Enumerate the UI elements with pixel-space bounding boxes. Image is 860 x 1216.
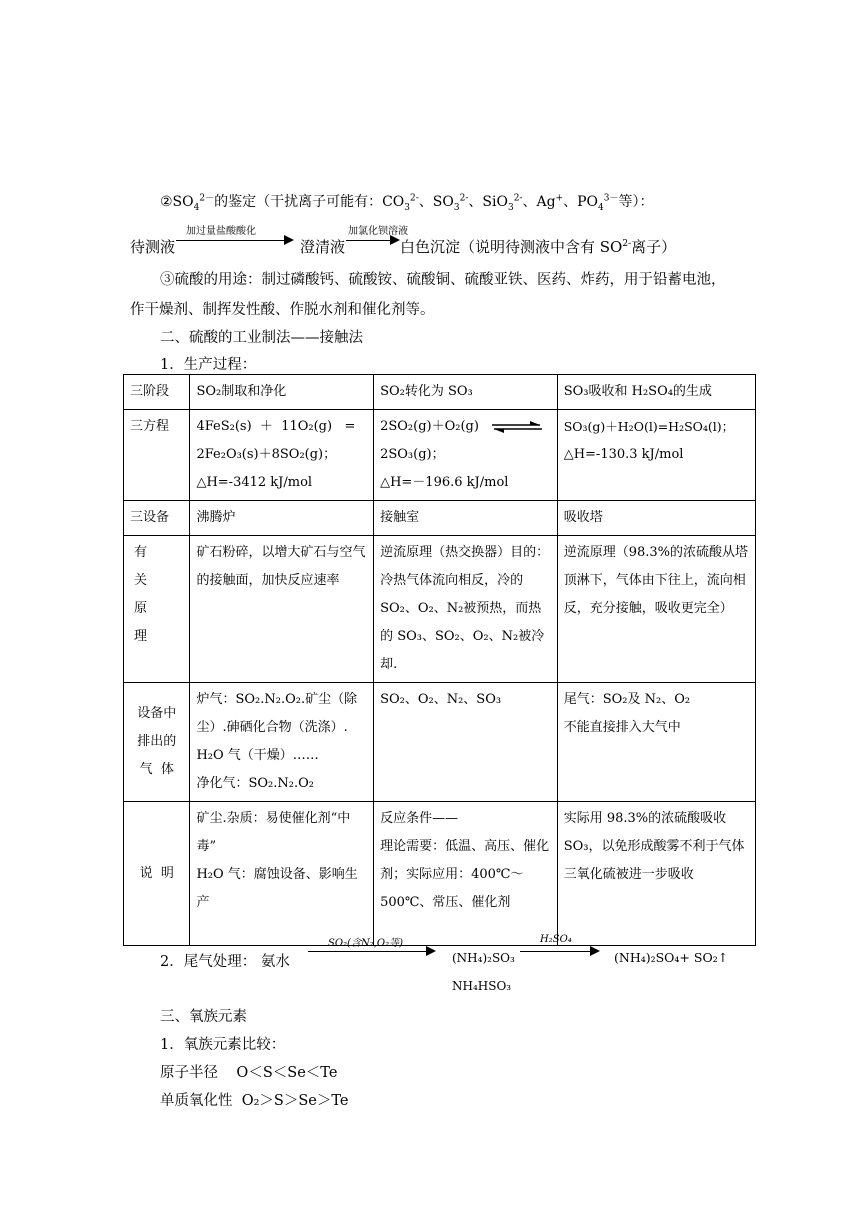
table-cell (557, 410, 755, 501)
table-cell: 说 明 (124, 802, 190, 946)
table-cell (190, 683, 374, 802)
table-cell: 三方程 (124, 410, 190, 501)
table-cell: SO₃吸收和 H₂SO₄的生成 (557, 375, 755, 410)
arrow-line (176, 240, 288, 241)
cell-line: 矿尘.杂质：易使催化剂“中毒” (196, 811, 351, 854)
table-cell: 吸收塔 (557, 501, 755, 536)
oxygen-group-compare-heading: 1．氧族元素比较： (160, 1037, 286, 1053)
cell-line: 反应条件—— (380, 811, 459, 826)
table-cell (374, 802, 558, 946)
so4-identification-line: $②SO_4^{2-}$的鉴定（干扰离子可能有：$CO_3^{2-}$、$SO_3^{2-}$、SiO$_3^{2-}$、Ag+、$PO_4^{3-}$等）： (160, 193, 654, 213)
row-label-line: 气 体 (139, 762, 174, 777)
table-cell (374, 410, 558, 501)
text-segment: 白色沉淀（说明待测液中含有 SO (400, 238, 623, 256)
sulfuric-acid-process-table (123, 374, 756, 946)
cell-line: 不能直接排入大气中 (563, 720, 681, 735)
equation-line: △H=－196.6 kJ/mol (380, 475, 509, 490)
table-cell: 三阶段 (124, 375, 190, 410)
tail-arrow-2-label: H₂SO₄ (540, 934, 572, 945)
arrow-line (346, 240, 394, 241)
arrow-line (520, 951, 594, 952)
equation-line: 2SO₃(g)； (380, 447, 445, 462)
tail-arrow-1 (308, 934, 438, 964)
equation-line: 2SO₂(g)＋O₂(g) (380, 419, 479, 434)
flow-arrow-1-label: 加过量盐酸酸化 (186, 226, 256, 237)
uses-line-2: 作干燥剂、制挥发性酸、作脱水剂和催化剂等。 (130, 302, 435, 318)
arrow-head-icon (426, 946, 436, 956)
cell-line: 净化气：SO₂.N₂.O₂ (196, 776, 314, 791)
cell-line: H₂O 气：腐蚀设备、影响生产 (196, 867, 358, 910)
oxidizing-line: 单质氧化性 O₂＞S＞Se＞Te (160, 1093, 349, 1109)
text-segment: 、SO (418, 194, 454, 210)
table-row (124, 501, 756, 536)
row-label-line: 排出的 (137, 734, 177, 749)
equation-line: SO₃(g)＋H₂O(l)=H₂SO₄(l)； (563, 419, 735, 434)
cell-line: 炉气：SO₂.N₂.O₂.矿尘（除尘）.砷硒化合物（洗涤）. (196, 692, 358, 735)
cell-line: 尾气：SO₂及 N₂、O₂ (563, 692, 691, 707)
table-row (124, 375, 756, 410)
table-cell: 逆流原理（98.3%的浓硫酸从塔顶淋下，气体由下往上，流向相反，充分接触，吸收更完全） (557, 536, 755, 683)
text-segment: 、SiO (468, 194, 508, 210)
table-row (124, 536, 756, 683)
tail-product-1b: NH₄HSO₃ (452, 979, 512, 993)
flow-arrow-2 (346, 222, 406, 252)
table-cell: 逆流原理（热交换器）目的：冷热气体流向相反，冷的 SO₂、O₂、N₂被预热，而热的 SO₃、SO₂、O₂、N₂被冷却. (374, 536, 558, 683)
vertical-label-char: 原 (134, 601, 148, 616)
table-cell: SO₂、O₂、N₂、SO₃ (374, 683, 558, 802)
flow-arrow-1 (176, 222, 296, 252)
tail-product-1: (NH₄)₂SO₃ (452, 951, 515, 965)
uses-line-1: ③硫酸的用途：制过磷酸钙、硫酸铵、硫酸铜、硫酸亚铁、医药、炸药，用于铅蓄电池， (160, 272, 726, 288)
cell-line: H₂O 气（干燥）…… (196, 748, 319, 763)
vertical-label-char: 有 (134, 545, 148, 560)
production-process-heading: 1．生产过程： (160, 357, 257, 373)
tail-gas-label: 2．尾气处理： 氨水 (160, 954, 290, 970)
text-segment: 、Ag (522, 194, 556, 210)
flow-arrow-2-label: 加氯化钡溶液 (348, 226, 408, 237)
table-cell (557, 683, 755, 802)
table-cell: 接触室 (374, 501, 558, 536)
tail-arrow-1-label: SO₂(含N₂,O₂等) (328, 938, 404, 949)
table-cell: 沸腾炉 (190, 501, 374, 536)
text-segment: 的鉴定（干扰离子可能有：CO (214, 194, 405, 210)
text-segment: 、PO (563, 194, 598, 210)
table-cell: SO₂转化为 SO₃ (374, 375, 558, 410)
table-cell (124, 683, 190, 802)
text-segment: 离子） (631, 238, 677, 256)
section-3-heading: 三、氧族元素 (160, 1009, 247, 1025)
table-cell: 三设备 (124, 501, 190, 536)
reversible-arrow-icon (492, 421, 542, 433)
table-cell (124, 536, 190, 683)
equation-line: △H=-130.3 kJ/mol (563, 447, 684, 462)
table-row (124, 683, 756, 802)
section-2-heading: 二、硫酸的工业制法——接触法 (160, 330, 363, 346)
arrow-line (308, 951, 430, 952)
flow-start: 待测液 (130, 238, 176, 256)
text-segment: ②SO (160, 194, 194, 210)
arrow-head-icon (390, 235, 400, 245)
equation-line: 2Fe₂O₃(s)＋8SO₂(g)； (196, 447, 337, 462)
equation-line: 4FeS₂(s) ＋ 11O₂(g) = (196, 419, 356, 434)
table-cell (190, 802, 374, 946)
table-cell: SO₂制取和净化 (190, 375, 374, 410)
tail-product-2: (NH₄)₂SO₄+ SO₂↑ (614, 950, 729, 965)
flow-mid: 澄清液 (300, 238, 346, 256)
tail-arrow-2 (520, 934, 602, 964)
text-segment: 等）： (618, 194, 654, 210)
table-row (124, 802, 756, 946)
flow-end: 白色沉淀（说明待测液中含有 $SO^{2-}$离子） (400, 238, 677, 256)
cell-line: 理论需要：低温、高压、催化剂；实际应用：400℃～500℃、常压、催化剂 (380, 839, 550, 910)
vertical-label-char: 关 (134, 573, 148, 588)
table-cell: 实际用 98.3%的浓硫酸吸收 SO₃，以免形成酸雾不利于气体三氧化硫被进一步吸收 (557, 802, 755, 946)
arrow-head-icon (590, 946, 600, 956)
atomic-radius-line: 原子半径 O＜S＜Se＜Te (160, 1065, 338, 1081)
table-row (124, 410, 756, 501)
vertical-label-char: 理 (134, 629, 148, 644)
arrow-head-icon (284, 235, 294, 245)
row-label-line: 设备中 (137, 706, 177, 721)
table-cell (190, 410, 374, 501)
equation-line: △H=-3412 kJ/mol (196, 475, 313, 490)
table-cell: 矿石粉碎，以增大矿石与空气的接触面，加快反应速率 (190, 536, 374, 683)
